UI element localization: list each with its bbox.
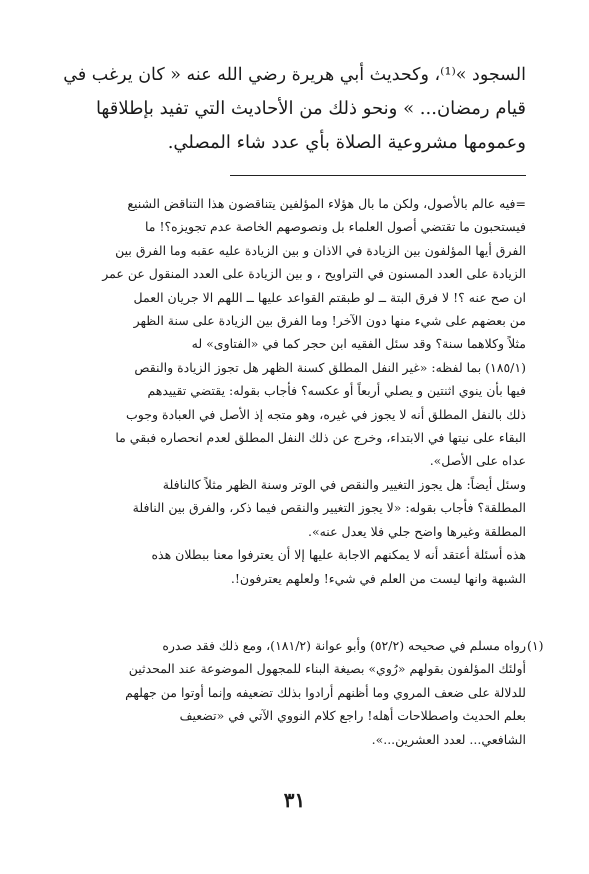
footnote-line: ان صح عنه ؟! لا فرق البتة ــ لو طبقتم القواعد عليها ــ اللهم الا جريان العمل <box>133 289 526 305</box>
main-paragraph <box>62 58 526 160</box>
footnote-line: (١٨٥/١) بما لفظه: «غير النفل المطلق كسنة الظهر هل تجوز الزيادة والنقص <box>134 359 526 375</box>
footnote-line: للدلالة على ضعف المروي وما أظنهم أرادوا بذلك تضعيفه وإنما أوتوا من جهلهم <box>125 684 526 700</box>
footnote-line: المطلقة؟ فأجاب بقوله: «لا يجوز التغيير والنقص فيما ذكر، والفرق بين النافلة <box>132 500 526 516</box>
footnote-one <box>62 634 526 751</box>
footnote-line: المطلقة وغيرها واضح جلي فلا يعدل عنه». <box>307 523 526 539</box>
footnote-line: فيستحبون ما تقتضي أصول العلماء بل ونصوصهم الخاصة عدم تجويزه؟! ما <box>145 219 526 235</box>
footnote-line: هذه أسئلة أعتقد أنه لا يمكنهم الاجابة عليها إلا أن يعترفوا معنا ببطلان هذه <box>151 547 526 563</box>
footnote-line: بعلم الحديث واصطلاحات أهله! راجع كلام النووي الآتي في «تضعيف <box>179 708 526 724</box>
footnote-line: الفرق أيها المؤلفون بين الزيادة في الاذان و بين الزيادة عليه عقبه وما الفرق بين <box>115 242 526 258</box>
footnote-line: أولئك المؤلفون بقولهم «رُوي» بصيغة البناء للمجهول الموضوعة عند المحدثين <box>128 661 526 677</box>
footnote-line: =فيه عالم بالأصول، ولكن ما بال هؤلاء المؤلفين يتناقضون هذا التناقض الشنيع <box>127 196 526 211</box>
main-text-line: وعمومها مشروعية الصلاة بأي عدد شاء المصلي. <box>167 132 526 153</box>
main-text-line: السجود »⁽¹⁾، وكحديث أبي هريرة رضي الله عنه « كان يرغب في <box>63 65 526 85</box>
main-text-line: قيام رمضان... » ونحو ذلك من الأحاديث التي تفيد بإطلاقها <box>95 98 526 119</box>
footnote-line: وسئل أيضاً: هل يجوز التغيير والنقص في الوتر وسنة الظهر مثلاً كالنافلة <box>162 476 526 492</box>
footnote-line: ذلك بالنفل المطلق أنه لا يجوز في غيره، وهو متجه إذ الأصل في العبادة وجوب <box>126 406 526 422</box>
page-number: ٣١ <box>283 788 306 812</box>
footnote-line: من بعضهم على شيء منها دون الآخر! وما الفرق بين الزيادة على سنة الظهر <box>133 313 526 329</box>
footnote-line: الشافعي... لعدد العشرين...». <box>371 731 526 747</box>
footnote-line: الزيادة على العدد المسنون في التراويح ، و بين الزيادة على العدد المنقول عن عمر <box>102 266 526 282</box>
footnote-line: رواه مسلم في صحيحه (٥٢/٢) وأبو عوانة (١٨١/٢)، ومع ذلك فقد صدره <box>162 638 526 653</box>
footnote-marker: (١) <box>527 638 544 653</box>
footnote-line: مثلاً وكلاهما سنة؟ وقد سئل الفقيه ابن حجر كما في «الفتاوى» له <box>191 336 526 352</box>
footnote-divider <box>230 175 526 176</box>
continued-footnote <box>62 192 526 590</box>
footnote-line: الشبهة وانها ليست من العلم في شيء! ولعلهم يعترفون!. <box>230 570 526 586</box>
footnote-line: فيها بأن ينوي اثنتين و يصلي أربعاً أو عكسه؟ فأجاب بقوله: يقتضي تقييدهم <box>147 383 526 399</box>
footnote-line: عداه على الأصل». <box>429 453 526 469</box>
footnote-line: البقاء على نيتها في الابتداء، وخرج عن ذلك النفل المطلق لعدم انحصاره فبقي ما <box>115 430 526 446</box>
